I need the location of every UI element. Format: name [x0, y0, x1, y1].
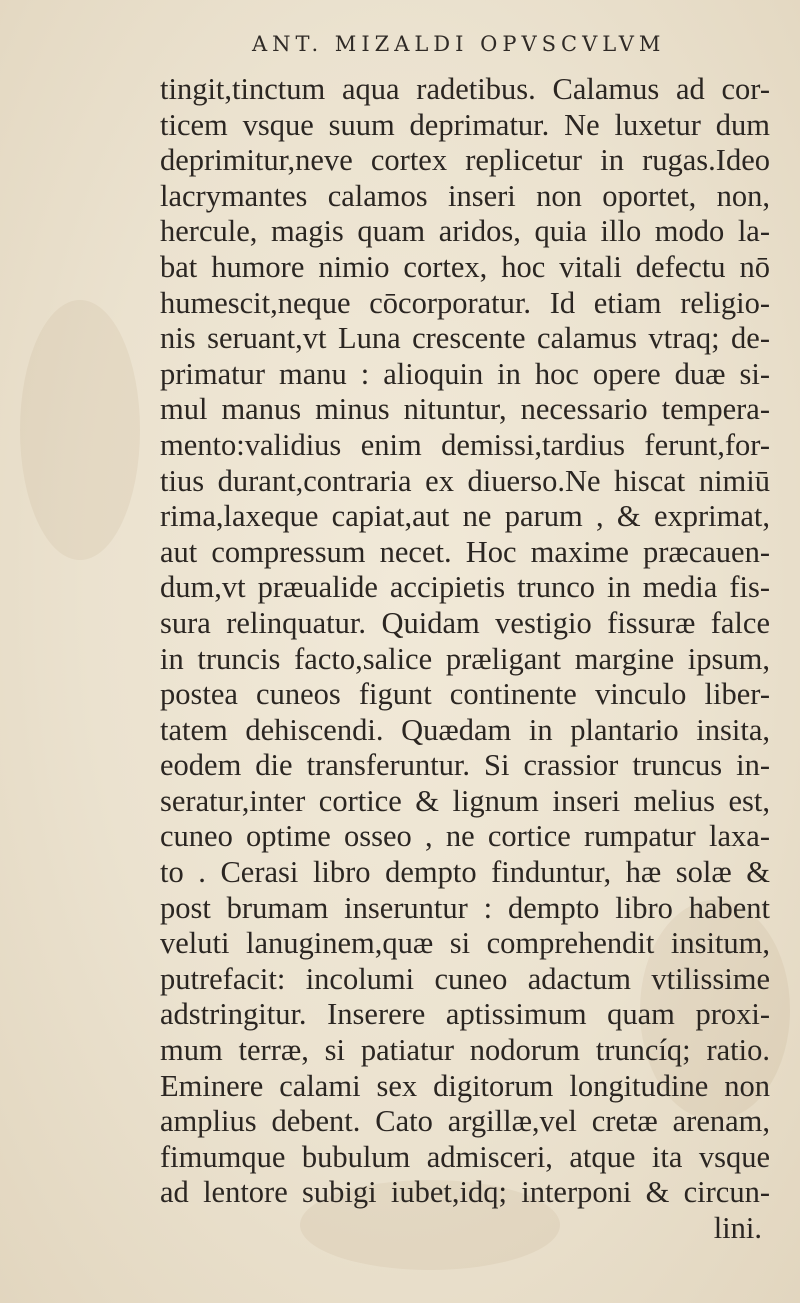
text-line: mum terræ, si patiatur nodorum truncíq; ratio. [160, 1033, 770, 1068]
text-line: cuneo optime osseo , ne cortice rumpatur laxa- [160, 819, 770, 854]
text-line: lacrymantes calamos inseri non oportet, non, [160, 178, 770, 213]
text-line: veluti lanuginem,quæ si comprehendit insitum, [160, 926, 770, 961]
text-line: hercule, magis quam aridos, quia illo modo la- [160, 214, 770, 249]
text-line: lini. [713, 1211, 762, 1245]
text-line: in truncis facto,salice præligant margine ipsum, [160, 641, 770, 676]
text-line: amplius debent. Cato argillæ,vel cretæ arenam, [160, 1104, 770, 1139]
text-line: tingit,tinctum aqua radetibus. Calamus ad cor- [160, 72, 770, 106]
text-line: mento:validius enim demissi,tardius ferunt,for- [160, 427, 770, 462]
text-line: rima,laxeque capiat,aut ne parum , & exprimat, [160, 499, 770, 534]
text-line: humescit,neque cōcorporatur. Id etiam religio- [160, 285, 770, 320]
text-line: sura relinquatur. Quidam vestigio fissuræ falce [160, 605, 770, 640]
text-line: aut compressum necet. Hoc maxime præcauen- [160, 534, 770, 569]
text-line: eodem die transferuntur. Si crassior truncus in- [160, 748, 770, 783]
text-line: postea cuneos figunt continente vinculo liber- [160, 677, 770, 712]
text-line: ad lentore subigi iubet,idq; interponi & circun- [160, 1175, 770, 1210]
text-line: post brumam inseruntur : dempto libro habent [160, 890, 770, 925]
text-line: Eminere calami sex digitorum longitudine non [160, 1068, 770, 1103]
text-line: nis seruant,vt Luna crescente calamus vtraq; de- [160, 321, 770, 356]
text-line: putrefacit: incolumi cuneo adactum vtilissime [160, 961, 770, 996]
text-line: tius durant,contraria ex diuerso.Ne hiscat nimiū [160, 463, 770, 498]
text-line: primatur manu : alioquin in hoc opere duæ si- [160, 356, 770, 391]
text-line: seratur,inter cortice & lignum inseri melius est, [160, 783, 770, 818]
text-line: deprimitur,neve cortex replicetur in rugas.Ideo [160, 143, 770, 178]
body-text [160, 72, 770, 1247]
text-line: tatem dehiscendi. Quædam in plantario insita, [160, 712, 770, 747]
paper-stain [20, 300, 140, 560]
text-line: dum,vt præualide accipietis trunco in media fis- [160, 570, 770, 605]
text-line: fimumque bubulum admisceri, atque ita vsque [160, 1139, 770, 1174]
text-line: to . Cerasi libro dempto finduntur, hæ solæ & [160, 855, 770, 890]
text-line: mul manus minus nituntur, necessario tempera- [160, 392, 770, 427]
running-header: ANT. MIZALDI OPVSCVLVM [252, 32, 666, 56]
text-line: ticem vsque suum deprimatur. Ne luxetur dum [160, 107, 770, 142]
text-line: bat humore nimio cortex, hoc vitali defectu nō [160, 249, 770, 284]
text-line: adstringitur. Inserere aptissimum quam proxi- [160, 997, 770, 1032]
